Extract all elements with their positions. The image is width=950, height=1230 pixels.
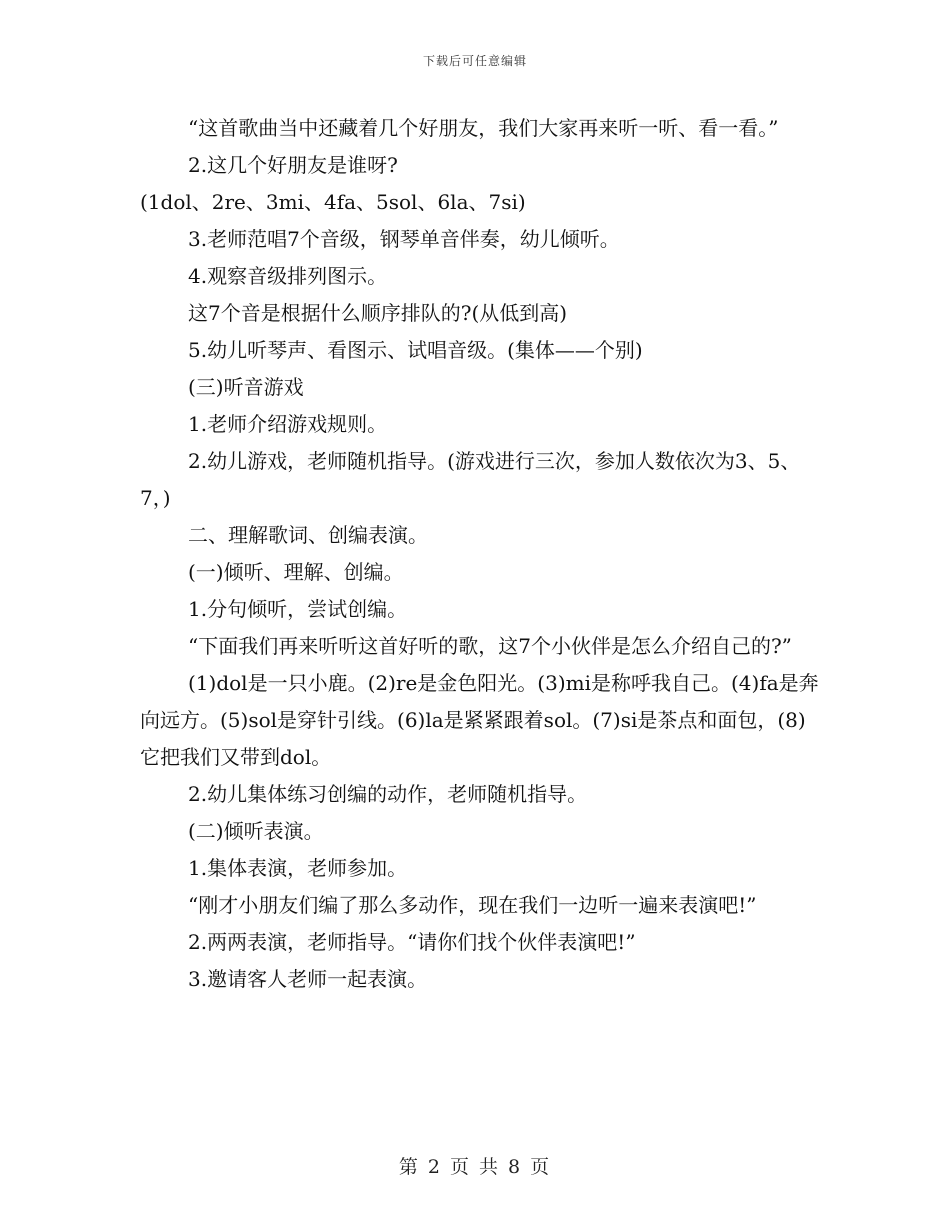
paragraph: (1dol、2re、3mi、4fa、5sol、6la、7si) <box>140 190 526 214</box>
paragraph: 3.老师范唱7个音级，钢琴单音伴奏，幼儿倾听。 <box>188 227 620 251</box>
paragraph: 2.幼儿游戏，老师随机指导。(游戏进行三次，参加人数依次为3、5、7，) <box>140 449 801 510</box>
document-body <box>140 110 820 998</box>
section-heading: (二)倾听表演。 <box>188 819 324 843</box>
paragraph: 1.分句倾听，尝试创编。 <box>188 597 408 621</box>
paragraph: (1)dol是一只小鹿。(2)re是金色阳光。(3)mi是称呼我自己。(4)fa是奔向远方。(5)sol是穿针引线。(6)la是紧紧跟着sol。(7)si是茶点和面包，(8)它把我们又带到dol。 <box>140 671 819 769</box>
page-header: 下载后可任意编辑 <box>422 54 527 68</box>
paragraph: 1.老师介绍游戏规则。 <box>188 412 388 436</box>
paragraph: “刚才小朋友们编了那么多动作，现在我们一边听一遍来表演吧!” <box>188 893 757 917</box>
paragraph: 4.观察音级排列图示。 <box>188 264 388 288</box>
paragraph: 2.幼儿集体练习创编的动作，老师随机指导。 <box>188 782 588 806</box>
paragraph: 这7个音是根据什么顺序排队的?(从低到高) <box>188 301 568 325</box>
section-heading: (三)听音游戏 <box>188 375 304 399</box>
paragraph: 2.两两表演，老师指导。“请你们找个伙伴表演吧!” <box>188 930 636 954</box>
section-heading: 二、理解歌词、创编表演。 <box>188 523 428 547</box>
paragraph: 3.邀请客人老师一起表演。 <box>188 967 428 991</box>
section-heading: (一)倾听、理解、创编。 <box>188 560 404 584</box>
paragraph: 5.幼儿听琴声、看图示、试唱音级。(集体——个别) <box>188 338 643 362</box>
paragraph: “这首歌曲当中还藏着几个好朋友，我们大家再来听一听、看一看。” <box>188 116 779 140</box>
paragraph: “下面我们再来听听这首好听的歌，这7个小伙伴是怎么介绍自己的?” <box>188 634 792 658</box>
paragraph: 1.集体表演，老师参加。 <box>188 856 408 880</box>
page-number: 第 2 页 共 8 页 <box>398 1156 552 1178</box>
paragraph: 2.这几个好朋友是谁呀? <box>188 153 398 177</box>
